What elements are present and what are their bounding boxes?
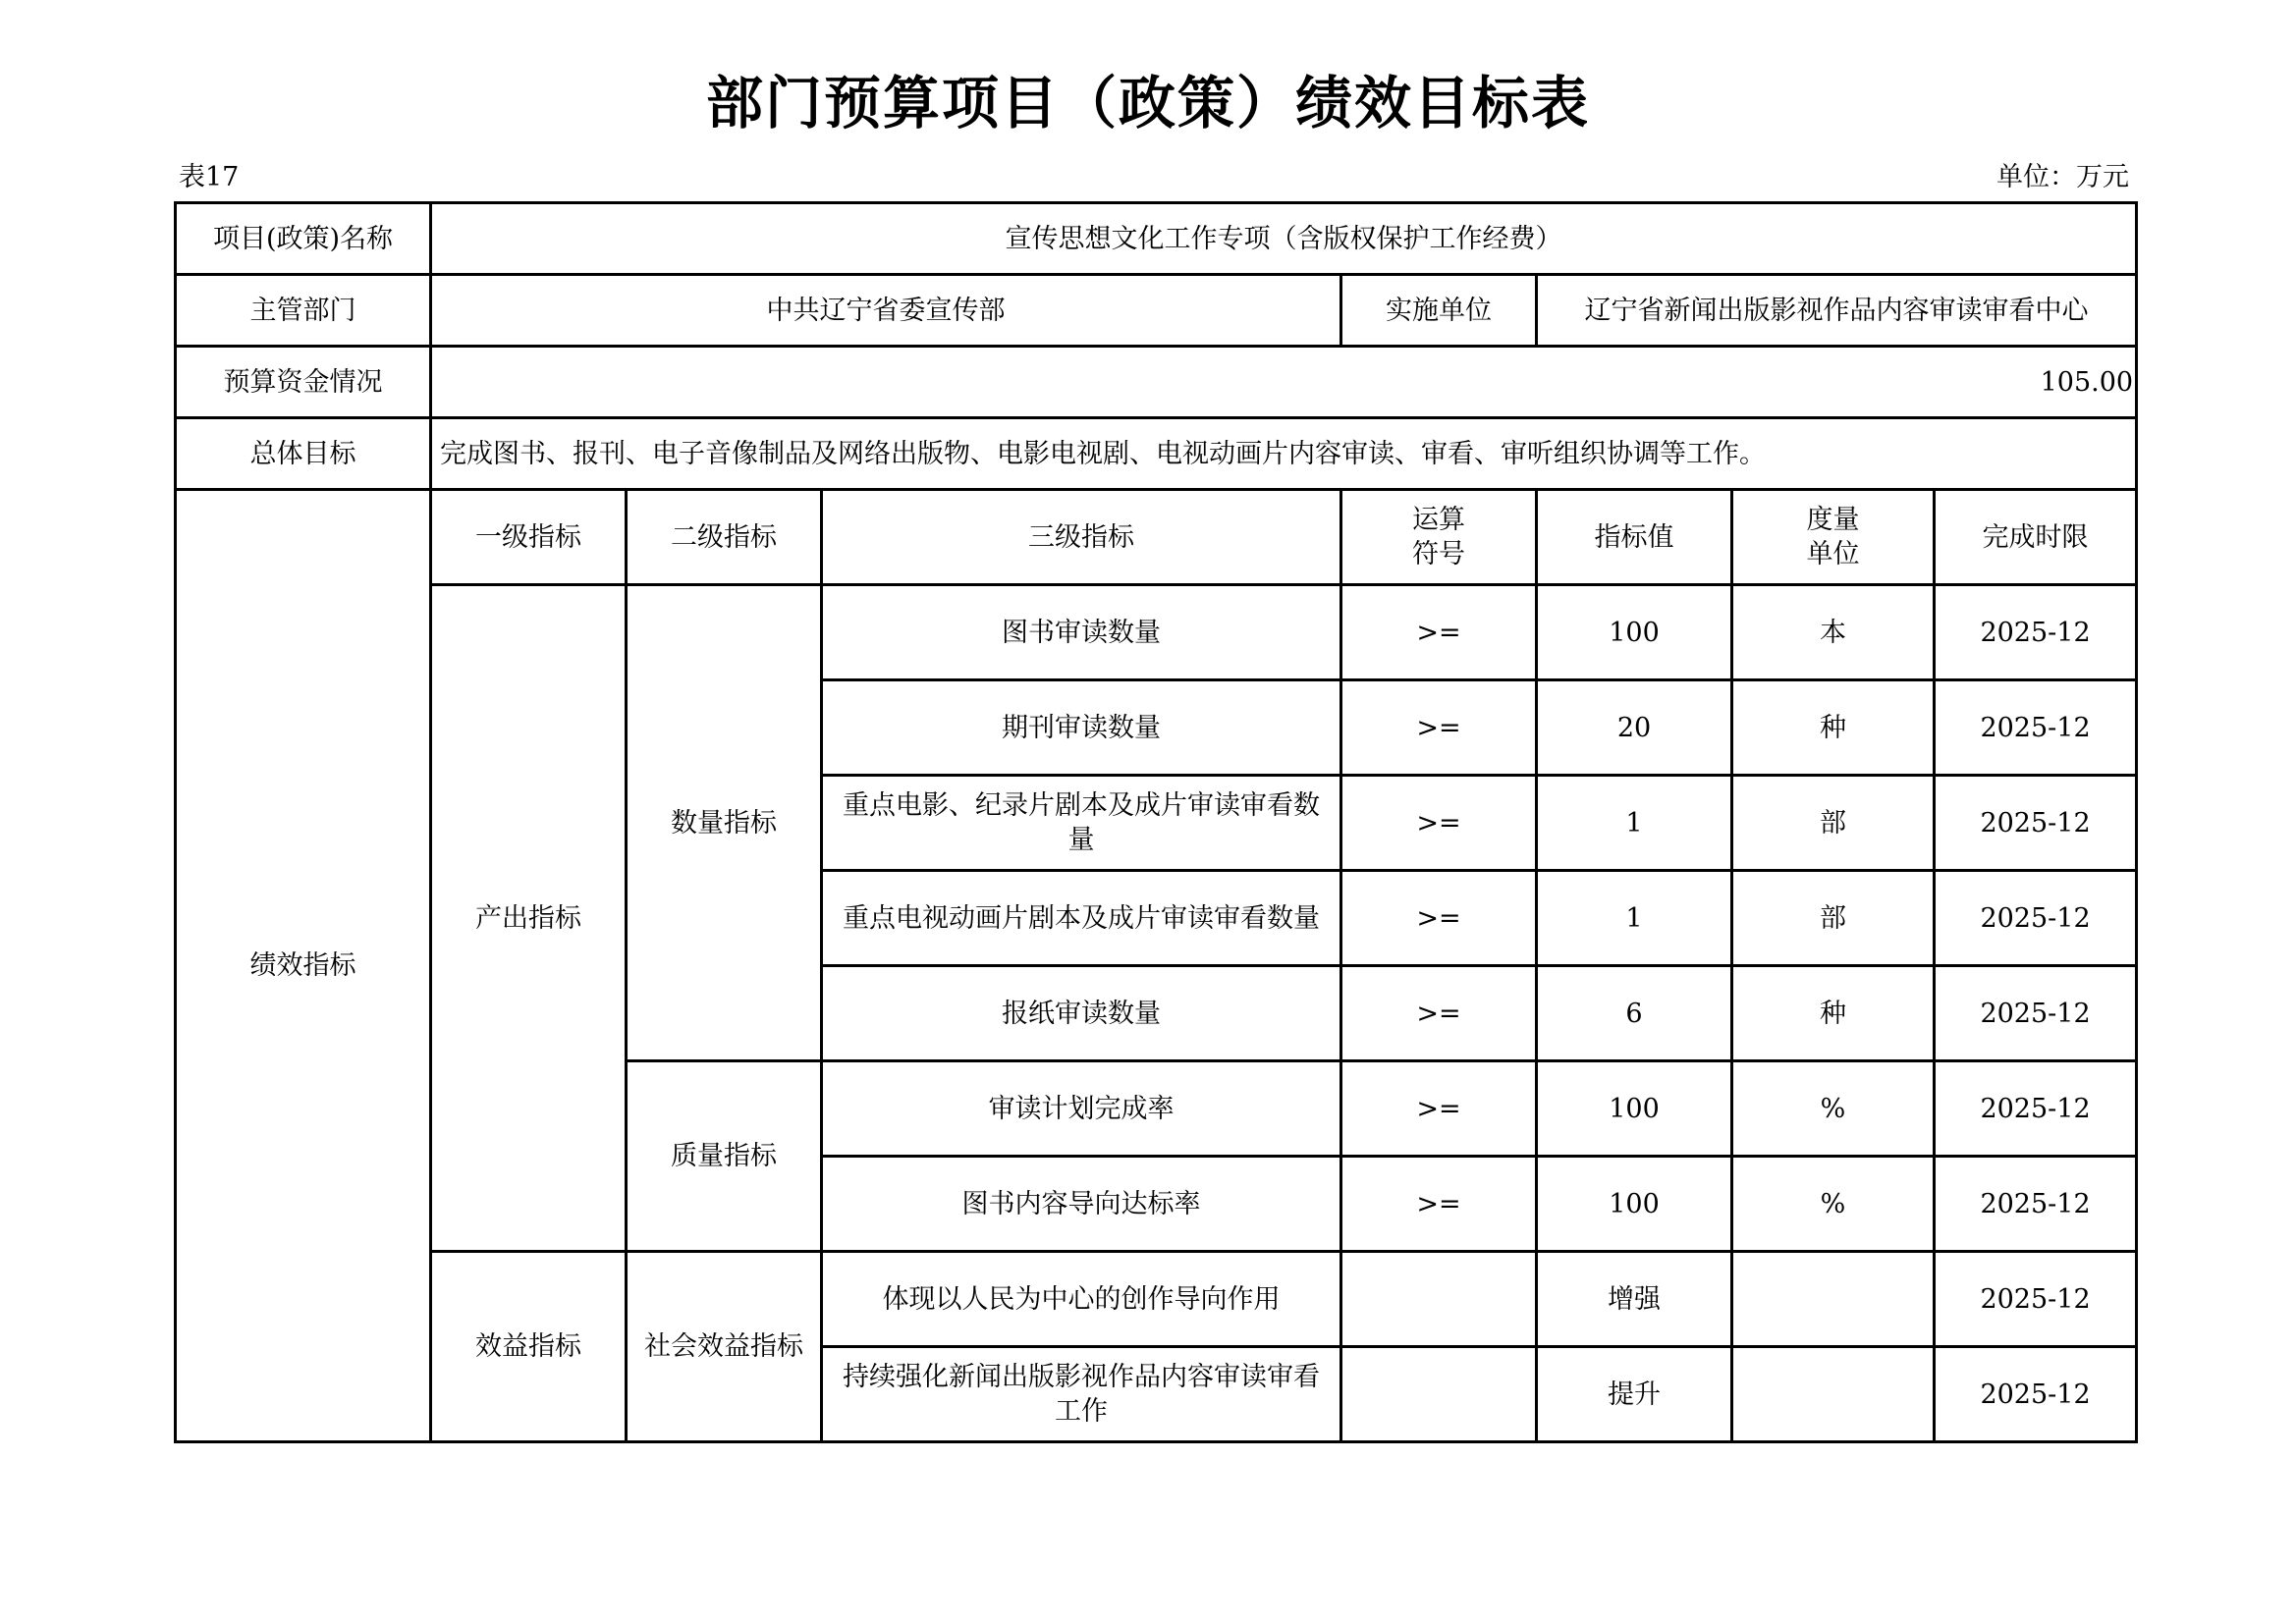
indicator-operator: >= — [1341, 1157, 1537, 1252]
indicator-unit: 种 — [1732, 966, 1935, 1061]
indicator-unit: 种 — [1732, 680, 1935, 776]
indicator-value: 20 — [1537, 680, 1732, 776]
indicator-operator: >= — [1341, 1061, 1537, 1157]
table-row — [176, 585, 2137, 680]
header-value: 指标值 — [1537, 490, 1732, 585]
indicator-operator — [1341, 1347, 1537, 1442]
indicator-deadline: 2025-12 — [1935, 1252, 2137, 1347]
indicator-deadline: 2025-12 — [1935, 1347, 2137, 1442]
indicator-operator: >= — [1341, 680, 1537, 776]
project-name-value: 宣传思想文化工作专项（含版权保护工作经费） — [431, 203, 2137, 275]
table-number: 表17 — [179, 162, 240, 192]
table-row — [176, 347, 2137, 418]
indicator-deadline: 2025-12 — [1935, 585, 2137, 680]
goal-value: 完成图书、报刊、电子音像制品及网络出版物、电影电视剧、电视动画片内容审读、审看、审听组织协调等工作。 — [431, 418, 2137, 490]
unit-label: 单位：万元 — [1996, 162, 2129, 192]
indicator-operator: >= — [1341, 871, 1537, 966]
impl-unit-value: 辽宁省新闻出版影视作品内容审读审看中心 — [1537, 275, 2137, 347]
indicator-unit: 部 — [1732, 776, 1935, 871]
indicator-value: 6 — [1537, 966, 1732, 1061]
goal-label: 总体目标 — [176, 418, 431, 490]
indicator-name: 持续强化新闻出版影视作品内容审读审看工作 — [822, 1347, 1341, 1442]
indicator-value: 100 — [1537, 1157, 1732, 1252]
impl-unit-label: 实施单位 — [1341, 275, 1537, 347]
indicator-header-row — [176, 490, 2137, 585]
indicators-section-label: 绩效指标 — [176, 490, 431, 1442]
indicator-operator: >= — [1341, 966, 1537, 1061]
indicator-name: 重点电视动画片剧本及成片审读审看数量 — [822, 871, 1341, 966]
level2-social-benefit: 社会效益指标 — [627, 1252, 822, 1442]
dept-label: 主管部门 — [176, 275, 431, 347]
funds-label: 预算资金情况 — [176, 347, 431, 418]
indicator-unit — [1732, 1252, 1935, 1347]
level2-quality: 质量指标 — [627, 1061, 822, 1252]
header-deadline: 完成时限 — [1935, 490, 2137, 585]
indicator-operator: >= — [1341, 585, 1537, 680]
indicator-name: 审读计划完成率 — [822, 1061, 1341, 1157]
indicator-deadline: 2025-12 — [1935, 776, 2137, 871]
indicator-unit: 部 — [1732, 871, 1935, 966]
indicator-value: 增强 — [1537, 1252, 1732, 1347]
indicator-deadline: 2025-12 — [1935, 680, 2137, 776]
table-row — [176, 1252, 2137, 1347]
indicator-name: 体现以人民为中心的创作导向作用 — [822, 1252, 1341, 1347]
indicator-name: 图书内容导向达标率 — [822, 1157, 1341, 1252]
project-name-label: 项目(政策)名称 — [176, 203, 431, 275]
indicator-operator — [1341, 1252, 1537, 1347]
indicator-deadline: 2025-12 — [1935, 1157, 2137, 1252]
indicator-value: 1 — [1537, 871, 1732, 966]
table-row — [176, 275, 2137, 347]
indicator-deadline: 2025-12 — [1935, 1061, 2137, 1157]
header-level3: 三级指标 — [822, 490, 1341, 585]
header-level1: 一级指标 — [431, 490, 627, 585]
indicator-deadline: 2025-12 — [1935, 966, 2137, 1061]
header-level2: 二级指标 — [627, 490, 822, 585]
indicator-deadline: 2025-12 — [1935, 871, 2137, 966]
header-unit: 度量 单位 — [1732, 490, 1935, 585]
indicator-value: 1 — [1537, 776, 1732, 871]
level1-output: 产出指标 — [431, 585, 627, 1252]
indicator-operator: >= — [1341, 776, 1537, 871]
dept-value: 中共辽宁省委宣传部 — [431, 275, 1341, 347]
indicator-name: 重点电影、纪录片剧本及成片审读审看数量 — [822, 776, 1341, 871]
indicator-name: 报纸审读数量 — [822, 966, 1341, 1061]
level2-quantity: 数量指标 — [627, 585, 822, 1061]
indicator-value: 100 — [1537, 1061, 1732, 1157]
table-row — [176, 418, 2137, 490]
indicator-value: 100 — [1537, 585, 1732, 680]
page-title: 部门预算项目（政策）绩效目标表 — [705, 70, 1590, 136]
header-operator: 运算 符号 — [1341, 490, 1537, 585]
indicator-name: 期刊审读数量 — [822, 680, 1341, 776]
table-row — [176, 203, 2137, 275]
funds-value: 105.00 — [431, 347, 2137, 418]
level1-benefit: 效益指标 — [431, 1252, 627, 1442]
indicator-unit: % — [1732, 1061, 1935, 1157]
indicator-unit: 本 — [1732, 585, 1935, 680]
indicator-unit: % — [1732, 1157, 1935, 1252]
indicator-value: 提升 — [1537, 1347, 1732, 1442]
indicator-name: 图书审读数量 — [822, 585, 1341, 680]
performance-table — [174, 201, 2138, 1443]
indicator-unit — [1732, 1347, 1935, 1442]
